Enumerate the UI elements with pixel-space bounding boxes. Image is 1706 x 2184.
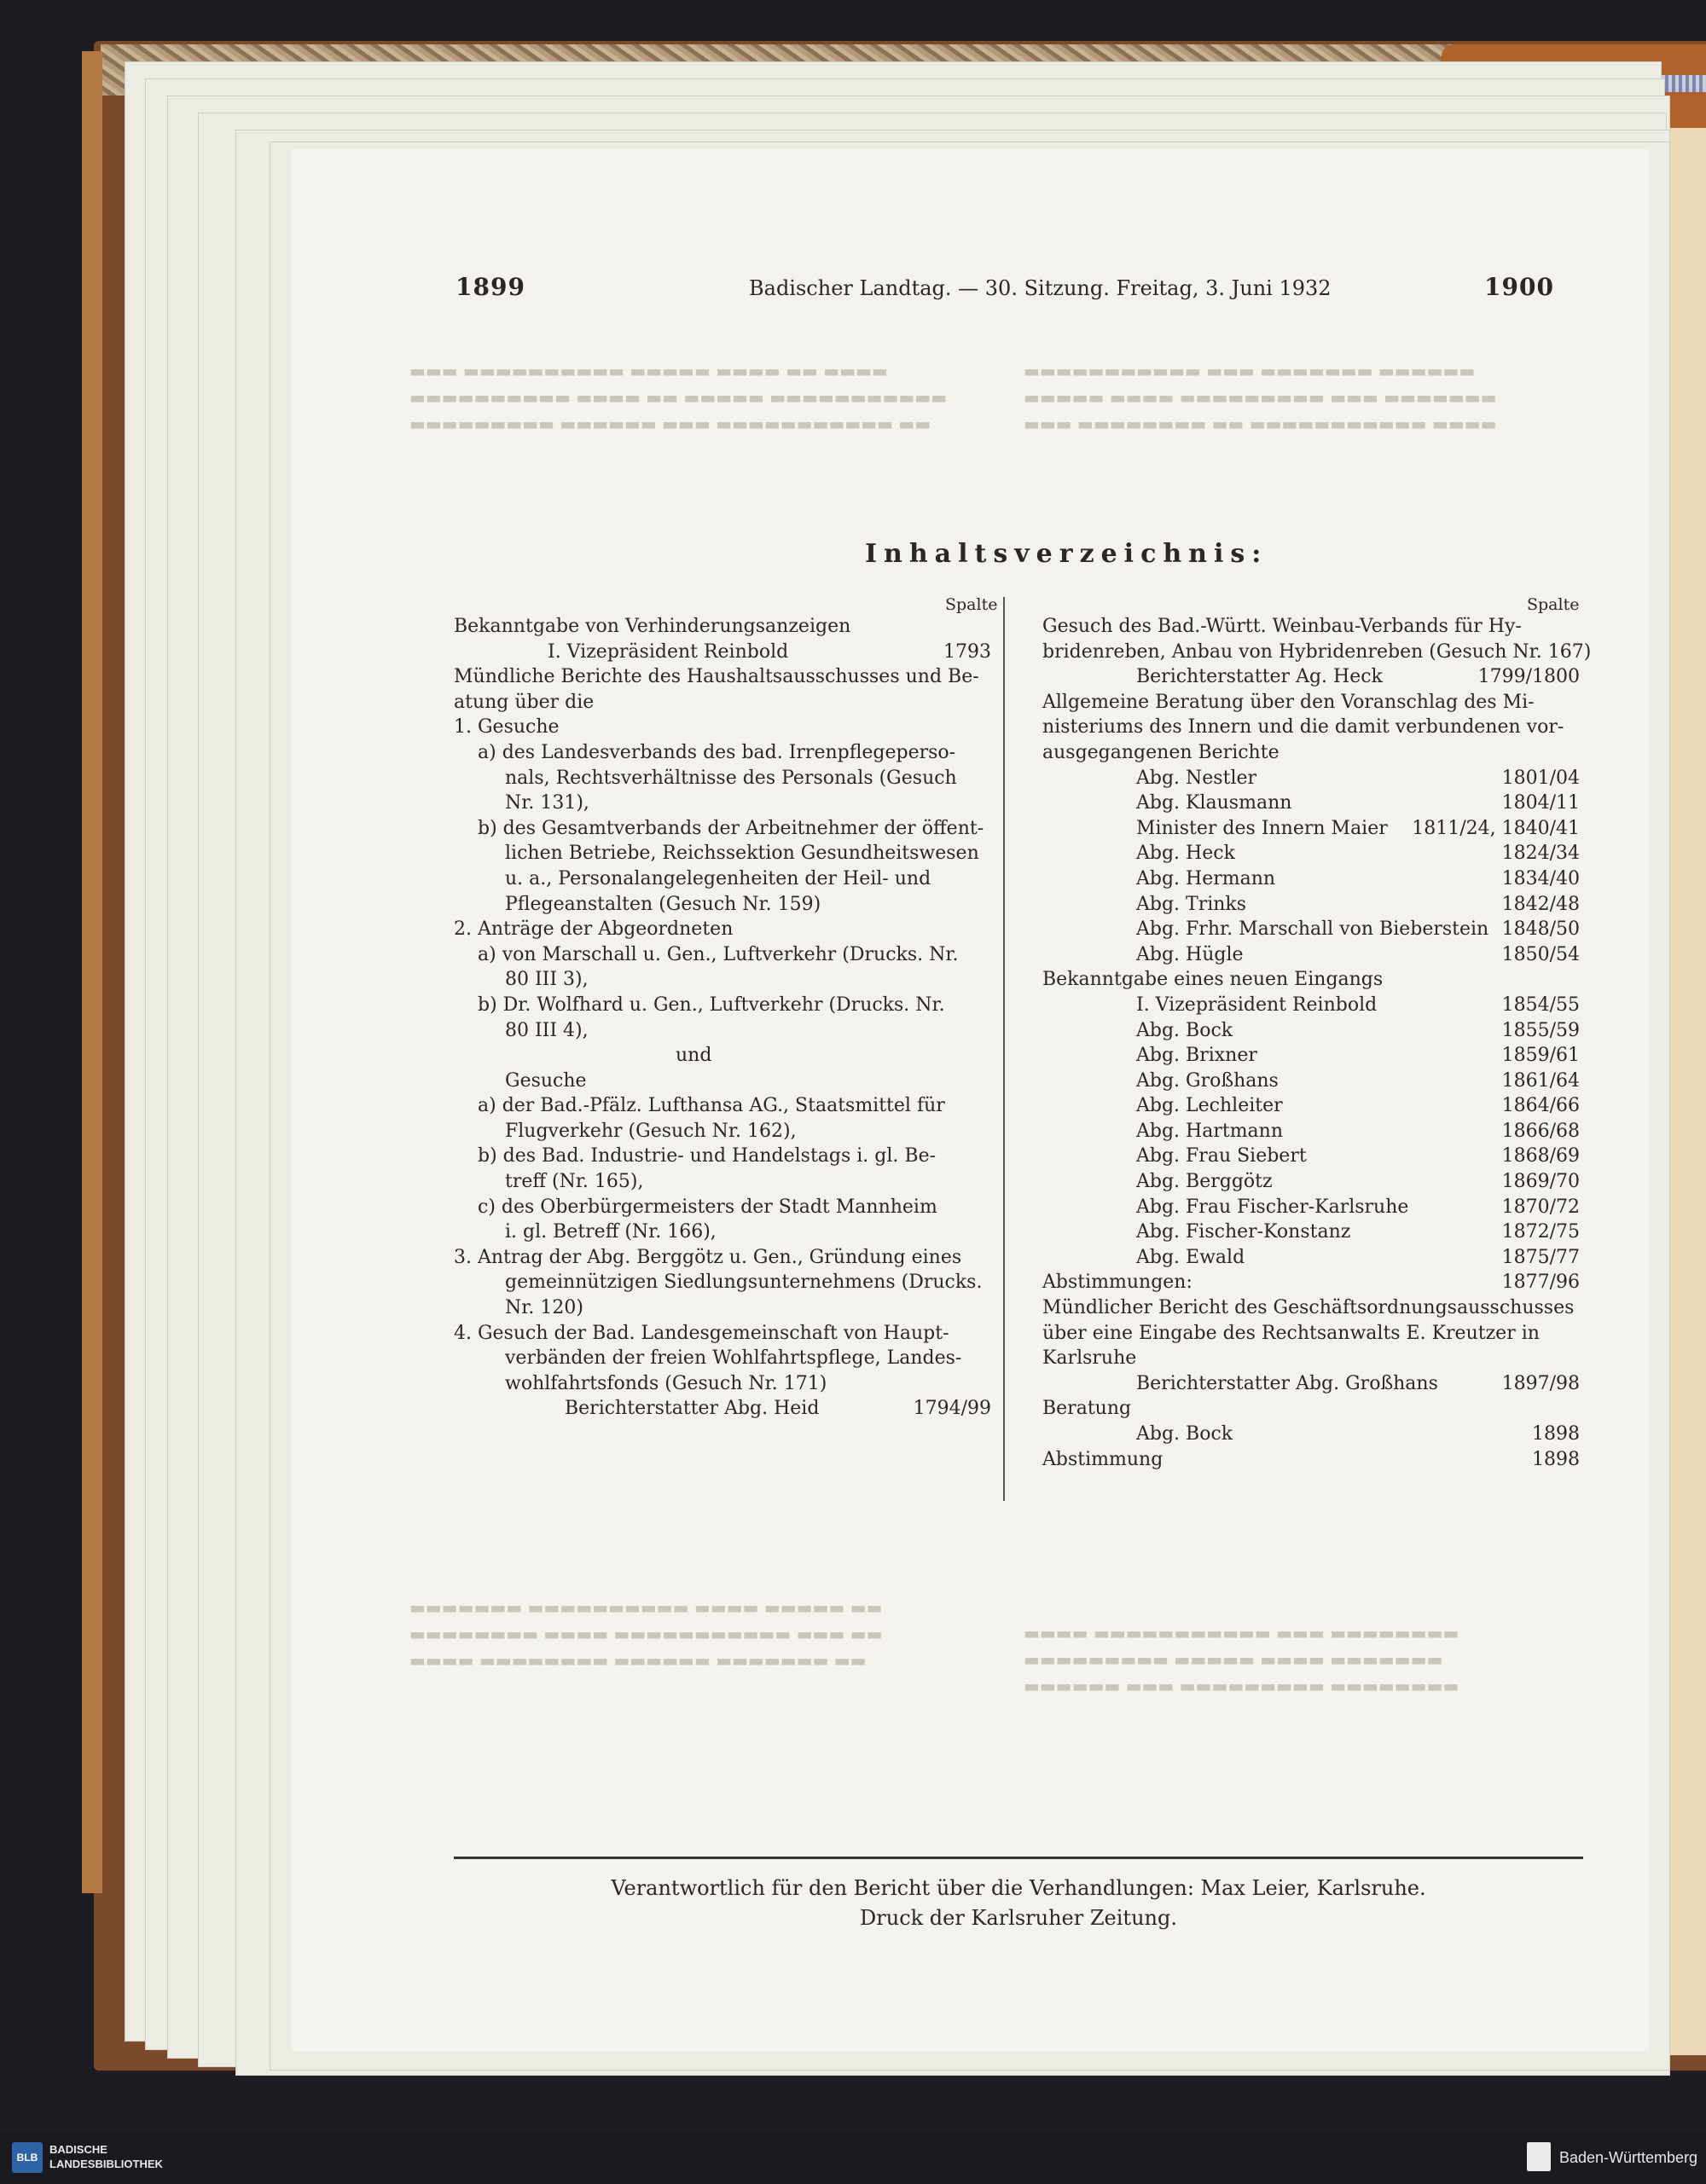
toc-entry-column-number: 1854/55 [1501, 994, 1580, 1016]
toc-entry-text: Abg. Hügle [1136, 943, 1244, 965]
toc-entry-text: Gesuch des Bad.-Württ. Weinbau-Verbands für Hy- [1042, 616, 1522, 637]
toc-entry [1042, 740, 1580, 766]
toc-entry-column-number: 1898 [1532, 1448, 1580, 1470]
toc-entry [454, 1219, 991, 1245]
toc-entry [454, 816, 991, 842]
toc-entry [454, 841, 991, 866]
toc-entry [1042, 866, 1580, 892]
toc-entry-text: I. Vizepräsident Reinbold [1136, 994, 1378, 1016]
toc-entry [454, 1093, 991, 1119]
toc-entry-text: treff (Nr. 165), [505, 1171, 644, 1193]
toc-entry-text: wohlfahrtsfonds (Gesuch Nr. 171) [505, 1372, 827, 1394]
toc-entry-column-number: 1898 [1532, 1423, 1580, 1445]
toc-entry-text: 80 III 4), [505, 1019, 589, 1041]
toc-entry [454, 1321, 991, 1347]
toc-entry-text: u. a., Personalangelegenheiten der Heil- und [505, 867, 931, 889]
toc-entry [1042, 1245, 1580, 1271]
toc-entry-text: a) des Landesverbands des bad. Irrenpflegeperso- [478, 741, 956, 763]
state-name: Baden-Württemberg [1559, 2149, 1698, 2166]
toc-entry [454, 1371, 991, 1397]
toc-right-column [1042, 614, 1592, 1472]
toc-entry-text: Abg. Trinks [1136, 893, 1247, 915]
toc-entry [1042, 1195, 1580, 1220]
book-spine-edge [82, 51, 102, 1893]
toc-entry [454, 1396, 991, 1422]
toc-entry [1042, 766, 1580, 791]
toc-entry [1042, 1321, 1580, 1347]
toc-entry-text: Pflegeanstalten (Gesuch Nr. 159) [505, 893, 821, 915]
toc-entry-text: Abstimmung [1042, 1448, 1163, 1470]
toc-entry [1042, 614, 1580, 640]
toc-entry [454, 740, 991, 766]
toc-entry [1042, 1219, 1580, 1245]
toc-entry-column-number: 1801/04 [1501, 767, 1580, 789]
toc-entry-text: Bekanntgabe von Verhinderungsanzeigen [454, 616, 851, 637]
toc-entry [454, 640, 991, 665]
page-number-right: 1900 [1484, 273, 1554, 301]
toc-entry-text: a) von Marschall u. Gen., Luftverkehr (Drucks. Nr. [478, 943, 959, 965]
toc-entry-column-number: 1848/50 [1501, 918, 1580, 941]
toc-entry-text: Abg. Großhans [1136, 1069, 1279, 1092]
toc-entry-column-number: 1868/69 [1501, 1145, 1580, 1167]
toc-entry-text: Abstimmungen: [1042, 1272, 1192, 1294]
show-through-text: ▬▬▬▬▬▬▬▬▬▬▬ ▬▬▬ ▬▬▬▬▬▬▬ ▬▬▬▬▬▬ ▬▬▬▬▬ ▬▬▬▬ ▬▬▬▬▬▬▬▬▬ ▬▬▬ ▬▬▬▬▬▬▬ ▬▬▬ ▬▬▬▬▬▬▬▬ ▬▬ ▬▬▬▬▬▬▬▬▬▬▬ ▬▬▬▬ [1024, 361, 1497, 434]
toc-entry-text: Berichterstatter Ag. Heck [1136, 666, 1383, 688]
toc-entry [454, 1144, 991, 1169]
toc-entry-text: Abg. Frhr. Marschall von Bieberstein [1136, 918, 1489, 941]
toc-entry [454, 1346, 991, 1371]
toc-entry-column-number: 1811/24, 1840/41 [1412, 817, 1580, 839]
toc-entry [454, 1018, 991, 1044]
toc-entry [1042, 791, 1580, 816]
toc-entry-text: bridenreben, Anbau von Hybridenreben (Gesuch Nr. 167) [1042, 640, 1592, 663]
table-of-contents-title: Inhaltsverzeichnis: [865, 539, 1268, 569]
toc-entry-text: 2. Anträge der Abgeordneten [454, 918, 734, 941]
toc-entry [1042, 1270, 1580, 1295]
footer-rule [454, 1857, 1583, 1859]
toc-entry-text: Flugverkehr (Gesuch Nr. 162), [505, 1120, 797, 1142]
toc-entry-text: Berichterstatter Abg. Großhans [1136, 1372, 1438, 1394]
toc-entry [454, 1069, 991, 1094]
toc-entry [1042, 664, 1580, 690]
toc-entry-column-number: 1859/61 [1501, 1045, 1580, 1067]
toc-entry [454, 942, 991, 968]
column-label-right: Spalte [1527, 595, 1580, 614]
toc-entry-column-number: 1804/11 [1501, 792, 1580, 814]
blb-logo: BLB [12, 2142, 43, 2173]
toc-entry-text: atung über die [454, 691, 595, 713]
toc-entry-column-number: 1875/77 [1501, 1246, 1580, 1268]
toc-entry-text: Berichterstatter Abg. Heid [565, 1398, 820, 1420]
toc-entry [454, 1119, 991, 1144]
toc-entry [454, 1043, 991, 1069]
running-title: Badischer Landtag. — 30. Sitzung. Freitag, 3. Juni 1932 [749, 276, 1332, 300]
toc-entry-text: Abg. Nestler [1136, 767, 1257, 789]
toc-entry-column-number: 1870/72 [1501, 1196, 1580, 1218]
toc-entry-text: Abg. Bock [1136, 1019, 1233, 1041]
toc-entry-text: Minister des Innern Maier [1136, 817, 1388, 839]
toc-entry [454, 1295, 991, 1321]
toc-entry [1042, 640, 1592, 665]
toc-entry-column-number: 1794/99 [913, 1398, 991, 1420]
toc-entry-column-number: 1842/48 [1501, 893, 1580, 915]
toc-entry-text: gemeinnützigen Siedlungsunternehmens (Drucks. [505, 1272, 983, 1294]
toc-entry-text: und [676, 1045, 712, 1067]
toc-entry [454, 866, 991, 892]
toc-entry-column-number: 1855/59 [1501, 1019, 1580, 1041]
toc-entry-text: Abg. Lechleiter [1136, 1095, 1283, 1117]
toc-entry-column-number: 1877/96 [1501, 1272, 1580, 1294]
library-name-line1: BADISCHE [49, 2143, 107, 2156]
toc-entry [454, 917, 991, 942]
toc-entry-text: Abg. Berggötz [1136, 1171, 1273, 1193]
toc-entry-text: Abg. Frau Siebert [1136, 1145, 1307, 1167]
toc-entry [1042, 993, 1580, 1018]
toc-entry-column-number: 1861/64 [1501, 1069, 1580, 1092]
toc-entry-text: Bekanntgabe eines neuen Eingangs [1042, 969, 1384, 991]
show-through-text: ▬▬▬▬▬▬▬ ▬▬▬▬▬▬▬▬▬▬ ▬▬▬▬ ▬▬▬▬▬ ▬▬ ▬▬▬▬▬▬▬▬ ▬▬▬▬ ▬▬▬▬▬▬▬▬▬▬▬ ▬▬▬ ▬▬ ▬▬▬▬ ▬▬▬▬▬▬▬▬ ▬▬▬▬▬▬ ▬▬▬▬▬▬▬ ▬▬ [409, 1597, 883, 1671]
toc-entry [1042, 1069, 1580, 1094]
toc-entry [1042, 1295, 1580, 1321]
toc-entry-text: Abg. Ewald [1136, 1246, 1245, 1268]
show-through-text: ▬▬▬▬ ▬▬▬▬▬▬▬▬▬▬▬ ▬▬▬ ▬▬▬▬▬▬▬▬ ▬▬▬▬▬▬▬▬▬ ▬▬▬▬▬ ▬▬▬▬ ▬▬▬▬▬▬▬ ▬▬▬▬▬▬ ▬▬▬ ▬▬▬▬▬▬▬▬▬ ▬▬▬▬▬▬▬▬ [1024, 1623, 1459, 1696]
toc-entry-text: Gesuche [505, 1069, 587, 1092]
toc-entry-text: Abg. Hartmann [1136, 1120, 1284, 1142]
toc-entry [454, 892, 991, 918]
toc-entry-text: I. Vizepräsident Reinbold [548, 640, 789, 663]
toc-entry [454, 1169, 991, 1195]
toc-entry-text: Abg. Klausmann [1136, 792, 1292, 814]
toc-entry-text: Abg. Brixner [1136, 1045, 1257, 1067]
toc-entry-text: Karlsruhe [1042, 1347, 1137, 1370]
toc-entry [1042, 967, 1580, 993]
toc-entry [1042, 715, 1580, 740]
toc-entry-text: i. gl. Betreff (Nr. 166), [505, 1221, 717, 1243]
toc-entry [454, 690, 991, 715]
toc-entry-column-number: 1850/54 [1501, 943, 1580, 965]
toc-entry [1042, 1346, 1580, 1371]
toc-entry [1042, 1144, 1580, 1169]
toc-entry [454, 715, 991, 740]
toc-entry-column-number: 1897/98 [1501, 1372, 1580, 1394]
toc-entry [1042, 1119, 1580, 1144]
toc-left-column [454, 614, 991, 1422]
toc-entry-column-number: 1869/70 [1501, 1171, 1580, 1193]
page-number-left: 1899 [456, 273, 525, 301]
toc-entry-column-number: 1824/34 [1501, 843, 1580, 865]
toc-entry-text: Nr. 120) [505, 1297, 583, 1319]
toc-entry-text: 1. Gesuche [454, 716, 560, 739]
toc-entry-text: Abg. Hermann [1136, 867, 1276, 889]
toc-entry [454, 1270, 991, 1295]
toc-entry [1042, 1169, 1580, 1195]
toc-entry-text: Beratung [1042, 1398, 1132, 1420]
toc-entry-text: Allgemeine Beratung über den Voranschlag des Mi- [1042, 691, 1535, 713]
state-crest-icon [1527, 2142, 1551, 2171]
toc-entry [454, 614, 991, 640]
toc-entry [454, 1195, 991, 1220]
column-label-left: Spalte [945, 595, 998, 614]
toc-entry-text: nals, Rechtsverhältnisse des Personals (Gesuch [505, 767, 957, 789]
library-branding-bar [0, 2132, 1706, 2184]
toc-entry-text: Abg. Fischer-Konstanz [1136, 1221, 1351, 1243]
toc-entry-text: nisteriums des Innern und die damit verbundenen vor- [1042, 716, 1564, 739]
toc-entry [1042, 1043, 1580, 1069]
toc-entry [1042, 1093, 1580, 1119]
toc-entry [454, 1245, 991, 1271]
toc-entry-column-number: 1799/1800 [1477, 666, 1580, 688]
toc-entry [454, 766, 991, 791]
toc-entry-text: 80 III 3), [505, 969, 589, 991]
toc-entry [1042, 942, 1580, 968]
toc-entry [1042, 1018, 1580, 1044]
toc-entry [454, 791, 991, 816]
toc-entry-text: 4. Gesuch der Bad. Landesgemeinschaft von Haupt- [454, 1322, 949, 1344]
toc-entry-text: Abg. Frau Fischer-Karlsruhe [1136, 1196, 1409, 1218]
toc-entry-text: Abg. Heck [1136, 843, 1235, 865]
toc-entry-text: b) des Gesamtverbands der Arbeitnehmer der öffent- [478, 817, 984, 839]
toc-entry [1042, 917, 1580, 942]
toc-entry-text: Abg. Bock [1136, 1423, 1233, 1445]
toc-entry [1042, 816, 1580, 842]
footer-printer: Druck der Karlsruher Zeitung. [860, 1906, 1177, 1930]
toc-entry [1042, 1447, 1580, 1473]
toc-entry [1042, 1422, 1580, 1447]
toc-entry-text: Mündlicher Bericht des Geschäftsordnungsausschusses [1042, 1297, 1575, 1319]
toc-entry-text: lichen Betriebe, Reichssektion Gesundheitswesen [505, 843, 979, 865]
toc-entry [1042, 1371, 1580, 1397]
toc-entry-text: Mündliche Berichte des Haushaltsausschusses und Be- [454, 666, 979, 688]
library-name-line2: LANDESBIBLIOTHEK [49, 2158, 163, 2170]
toc-entry [454, 993, 991, 1018]
toc-entry-text: 3. Antrag der Abg. Berggötz u. Gen., Gründung eines [454, 1246, 962, 1268]
toc-entry-text: verbänden der freien Wohlfahrtspflege, Landes- [505, 1347, 962, 1370]
show-through-text: ▬▬▬ ▬▬▬▬▬▬▬▬▬▬ ▬▬▬▬▬ ▬▬▬▬ ▬▬ ▬▬▬▬ ▬▬▬▬▬▬▬▬▬▬ ▬▬▬▬ ▬▬ ▬▬▬▬▬ ▬▬▬▬▬▬▬▬▬▬▬ ▬▬▬▬▬▬▬▬▬ ▬▬▬▬▬▬ ▬▬▬ ▬▬▬▬▬▬▬▬▬▬▬ ▬▬ [409, 361, 948, 434]
toc-entry-text: a) der Bad.-Pfälz. Lufthansa AG., Staatsmittel für [478, 1095, 945, 1117]
footer-responsible: Verantwortlich für den Bericht über die Verhandlungen: Max Leier, Karlsruhe. [611, 1876, 1426, 1900]
toc-entry [1042, 841, 1580, 866]
toc-entry [454, 967, 991, 993]
toc-entry-column-number: 1793 [943, 640, 991, 663]
toc-entry [1042, 690, 1580, 715]
toc-entry-column-number: 1834/40 [1501, 867, 1580, 889]
toc-entry [1042, 1396, 1580, 1422]
toc-entry-text: ausgegangenen Berichte [1042, 741, 1280, 763]
toc-entry-text: c) des Oberbürgermeisters der Stadt Mannheim [478, 1196, 937, 1218]
toc-entry-text: Nr. 131), [505, 792, 589, 814]
toc-entry-column-number: 1872/75 [1501, 1221, 1580, 1243]
toc-entry [1042, 892, 1580, 918]
toc-entry [454, 664, 991, 690]
toc-entry-column-number: 1864/66 [1501, 1095, 1580, 1117]
toc-entry-text: über eine Eingabe des Rechtsanwalts E. Kreutzer in [1042, 1322, 1540, 1344]
column-divider [1003, 597, 1005, 1501]
toc-entry-text: b) Dr. Wolfhard u. Gen., Luftverkehr (Drucks. Nr. [478, 994, 945, 1016]
toc-entry-column-number: 1866/68 [1501, 1120, 1580, 1142]
toc-entry-text: b) des Bad. Industrie- und Handelstags i. gl. Be- [478, 1145, 937, 1167]
library-name [49, 2142, 163, 2171]
